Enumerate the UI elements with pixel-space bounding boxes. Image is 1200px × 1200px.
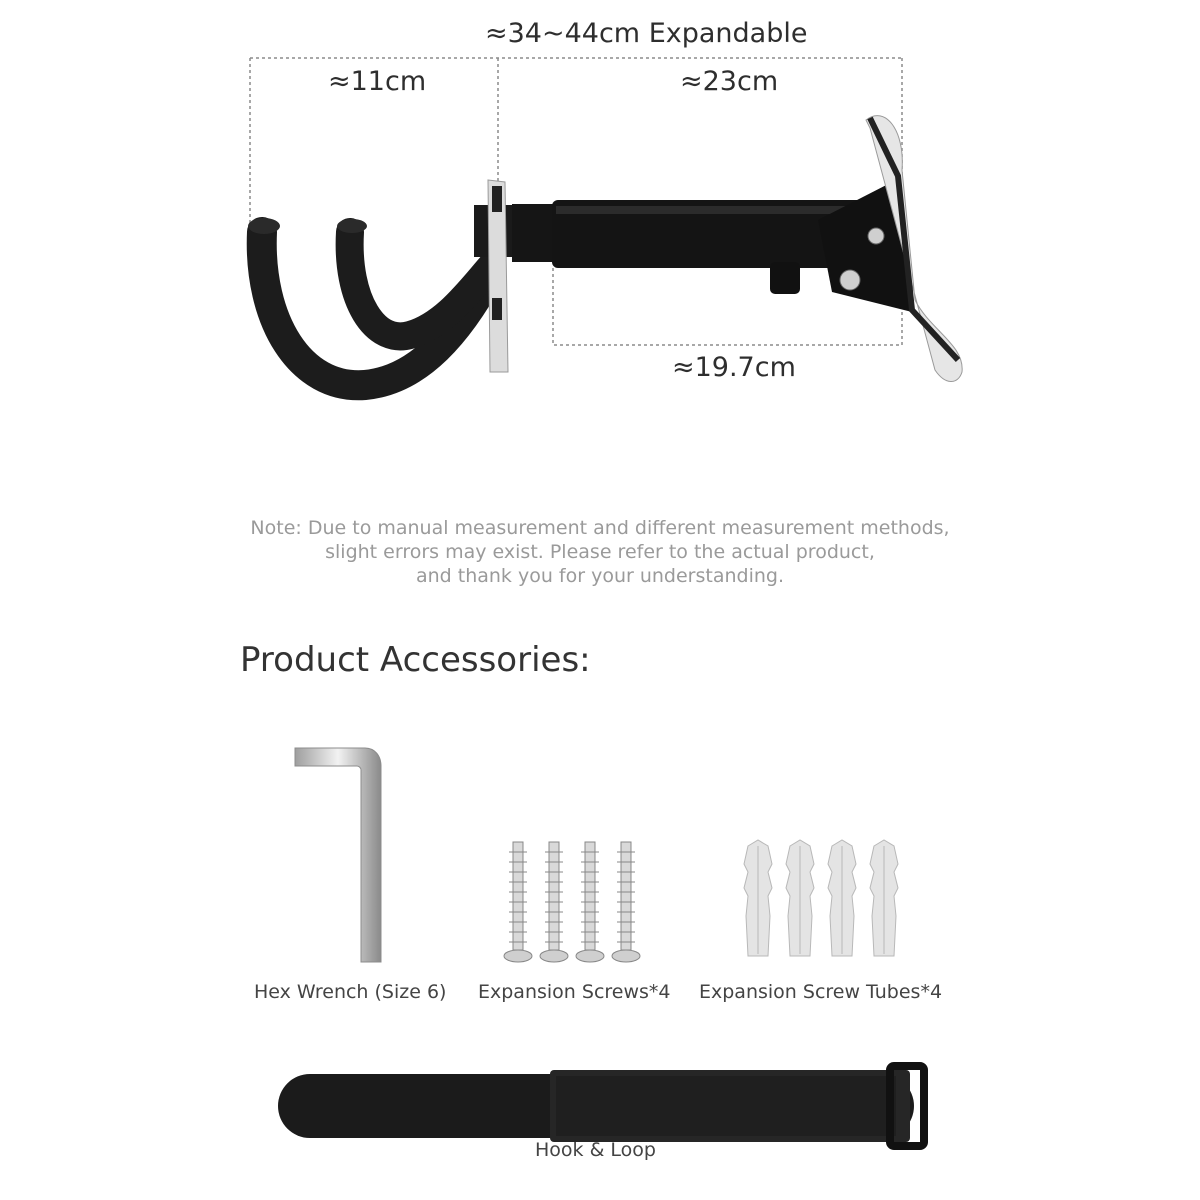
caption-hex-wrench: Hex Wrench (Size 6) (254, 981, 447, 1003)
accessories-heading: Product Accessories: (240, 640, 591, 680)
anchor-tube-icon (738, 836, 918, 966)
hex-wrench-icon (285, 740, 405, 970)
arm-length-label: ≈23cm (680, 66, 779, 97)
strap-icon (270, 1060, 950, 1150)
note-line-3: and thank you for your understanding. (415, 565, 785, 587)
bike-hook-illustration (0, 0, 1200, 420)
caption-expansion-tubes: Expansion Screw Tubes*4 (699, 981, 943, 1003)
total-length-label: ≈34~44cm Expandable (485, 18, 808, 49)
note-line-1: Note: Due to manual measurement and different measurement methods, (250, 517, 950, 539)
note-line-2: slight errors may exist. Please refer to the actual product, (325, 541, 875, 563)
tube-length-label: ≈19.7cm (672, 352, 796, 383)
screw-icon (503, 838, 653, 968)
hook-length-label: ≈11cm (328, 66, 427, 97)
caption-hook-loop: Hook & Loop (535, 1139, 656, 1161)
measurement-note (0, 516, 1200, 588)
caption-expansion-screws: Expansion Screws*4 (478, 981, 671, 1003)
